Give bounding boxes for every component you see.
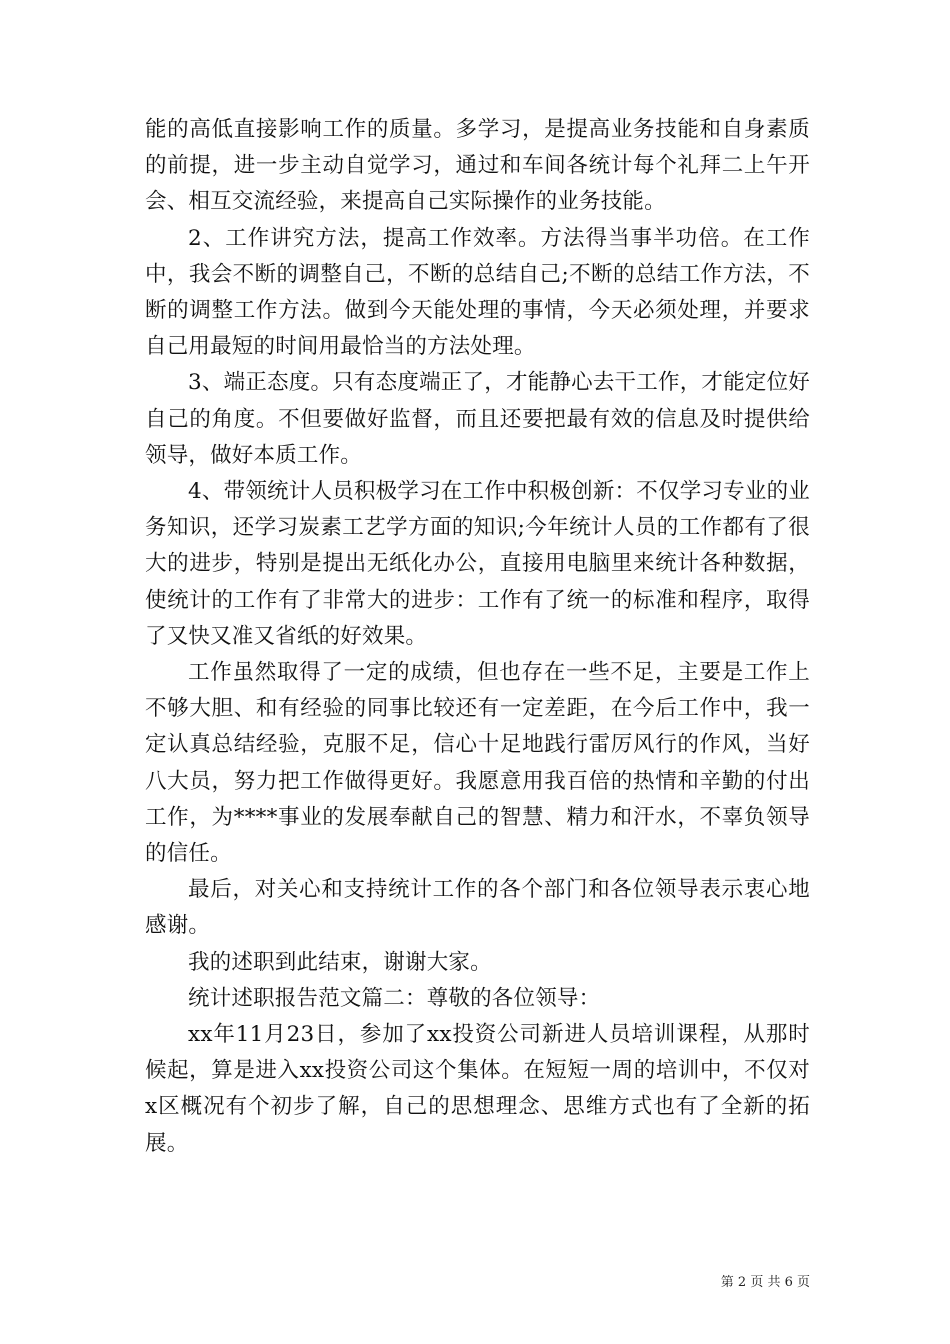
paragraph-2: 2、工作讲究方法，提高工作效率。方法得当事半功倍。在工作中，我会不断的调整自己，不断的总结自己;不断的总结工作方法，不断的调整工作方法。做到今天能处理的事情，今天必须处理，并要求自己用最短的时间用最恰当的方法处理。 [145,225,810,360]
paragraph-4: 4、带领统计人员积极学习在工作中积极创新：不仅学习专业的业务知识，还学习炭素工艺学方面的知识;今年统计人员的工作都有了很大的进步，特别是提出无纸化办公，直接用电脑里来统计各种数据，使统计的工作有了非常大的进步：工作有了统一的标准和程序，取得了又快又准又省纸的好效果。 [145,479,810,649]
paragraph-8: 统计述职报告范文篇二：尊敬的各位领导： [188,985,601,1011]
document-body [145,112,810,1162]
page-number-footer: 第 2 页 共 6 页 [720,1275,810,1290]
paragraph-5: 工作虽然取得了一定的成绩，但也存在一些不足，主要是工作上不够大胆、和有经验的同事比较还有一定差距，在今后工作中，我一定认真总结经验，克服不足，信心十足地践行雷厉风行的作风，当好八大员，努力把工作做得更好。我愿意用我百倍的热情和辛勤的付出工作，为****事业的发展奉献自己的智慧、精力和汗水，不辜负领导的信任。 [145,660,810,867]
paragraph-7: 我的述职到此结束，谢谢大家。 [188,949,492,975]
paragraph-6: 最后，对关心和支持统计工作的各个部门和各位领导表示衷心地感谢。 [145,877,810,939]
paragraph-3: 3、端正态度。只有态度端正了，才能静心去干工作，才能定位好自己的角度。不但要做好监督，而且还要把最有效的信息及时提供给领导，做好本质工作。 [145,370,810,468]
paragraph-9: xx年11月23日，参加了xx投资公司新进人员培训课程，从那时候起，算是进入xx投资公司这个集体。在短短一周的培训中，不仅对x区概况有个初步了解，自己的思想理念、思维方式也有了全新的拓展。 [145,1022,810,1156]
paragraph-1: 能的高低直接影响工作的质量。多学习，是提高业务技能和自身素质的前提，进一步主动自觉学习，通过和车间各统计每个礼拜二上午开会、相互交流经验，来提高自己实际操作的业务技能。 [145,117,810,215]
